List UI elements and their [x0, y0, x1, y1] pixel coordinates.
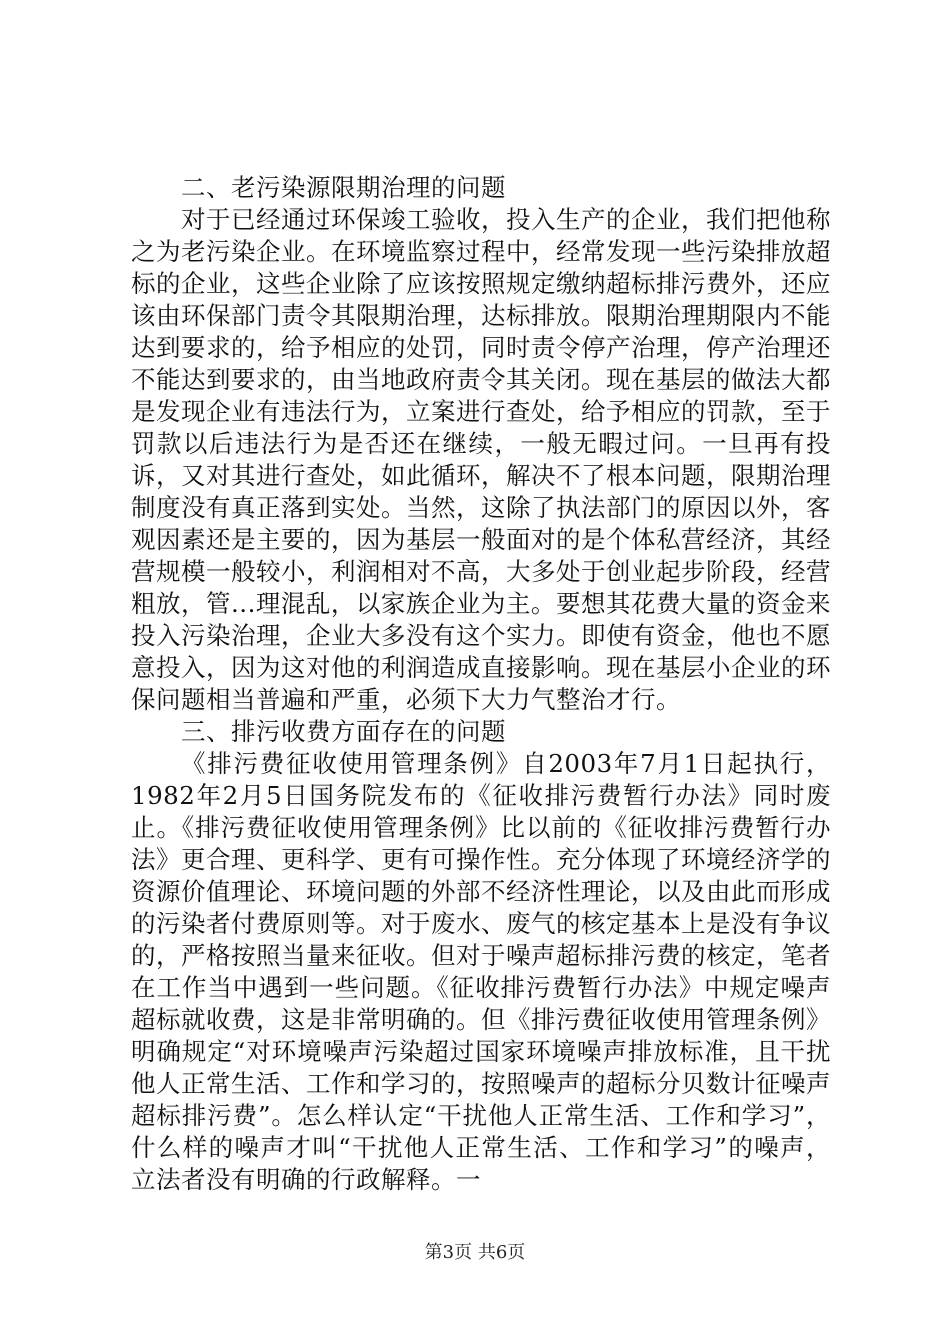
- section-heading-3: 三、排污收费方面存在的问题: [181, 717, 506, 746]
- page-footer: 第3页 共6页: [424, 1242, 526, 1263]
- section-paragraph-3: 《排污费征收使用管理条例》自2003年7月1日起执行，1982年2月5日国务院发布的《征收排污费暂行办法》同时废止。《排污费征收使用管理条例》比以前的《征收排污费暂行办法》更合理、更科学、更有可操作性。充分体现了环境经济学的资源价值理论、环境问题的外部不经济性理论，以及由此而形成的污染者付费原则等。对于废水、废气的核定基本上是没有争议的，严格按照当量来征收。但对于噪声超标排污费的核定，笔者在工作当中遇到一些问题。《征收排污费暂行办法》中规定噪声超标就收费，这是非常明确的。但《排污费征收使用管理条例》明确规定“对环境噪声污染超过国家环境噪声排放标准，且干扰他人正常生活、工作和学习的，按照噪声的超标分贝数计征噪声超标排污费”。怎么样认定“干扰他人正常生活、工作和学习”，什么样的噪声才叫“干扰他人正常生活、工作和学习”的噪声，立法者没有明确的行政解释。一: [131, 749, 831, 1194]
- document-body: [131, 172, 831, 1196]
- section-heading-2: 二、老污染源限期治理的问题: [181, 173, 506, 202]
- section-paragraph-2: 对于已经通过环保竣工验收，投入生产的企业，我们把他称之为老污染企业。在环境监察过程中，经常发现一些污染排放超标的企业，这些企业除了应该按照规定缴纳超标排污费外，还应该由环保部门责令其限期治理，达标排放。限期治理期限内不能达到要求的，给予相应的处罚，同时责令停产治理，停产治理还不能达到要求的，由当地政府责令其关闭。现在基层的做法大都是发现企业有违法行为，立案进行查处，给予相应的罚款，至于罚款以后违法行为是否还在继续，一般无暇过问。一旦再有投诉，又对其进行查处，如此循环，解决不了根本问题，限期治理制度没有真正落到实处。当然，这除了执法部门的原因以外，客观因素还是主要的，因为基层一般面对的是个体私营经济，其经营规模一般较小，利润相对不高，大多处于创业起步阶段，经营粗放，管...理混乱，以家族企业为主。要想其花费大量的资金来投入污染治理，企业大多没有这个实力。即使有资金，他也不愿意投入，因为这对他的利润造成直接影响。现在基层小企业的环保问题相当普遍和严重，必须下大力气整治才行。: [131, 205, 831, 714]
